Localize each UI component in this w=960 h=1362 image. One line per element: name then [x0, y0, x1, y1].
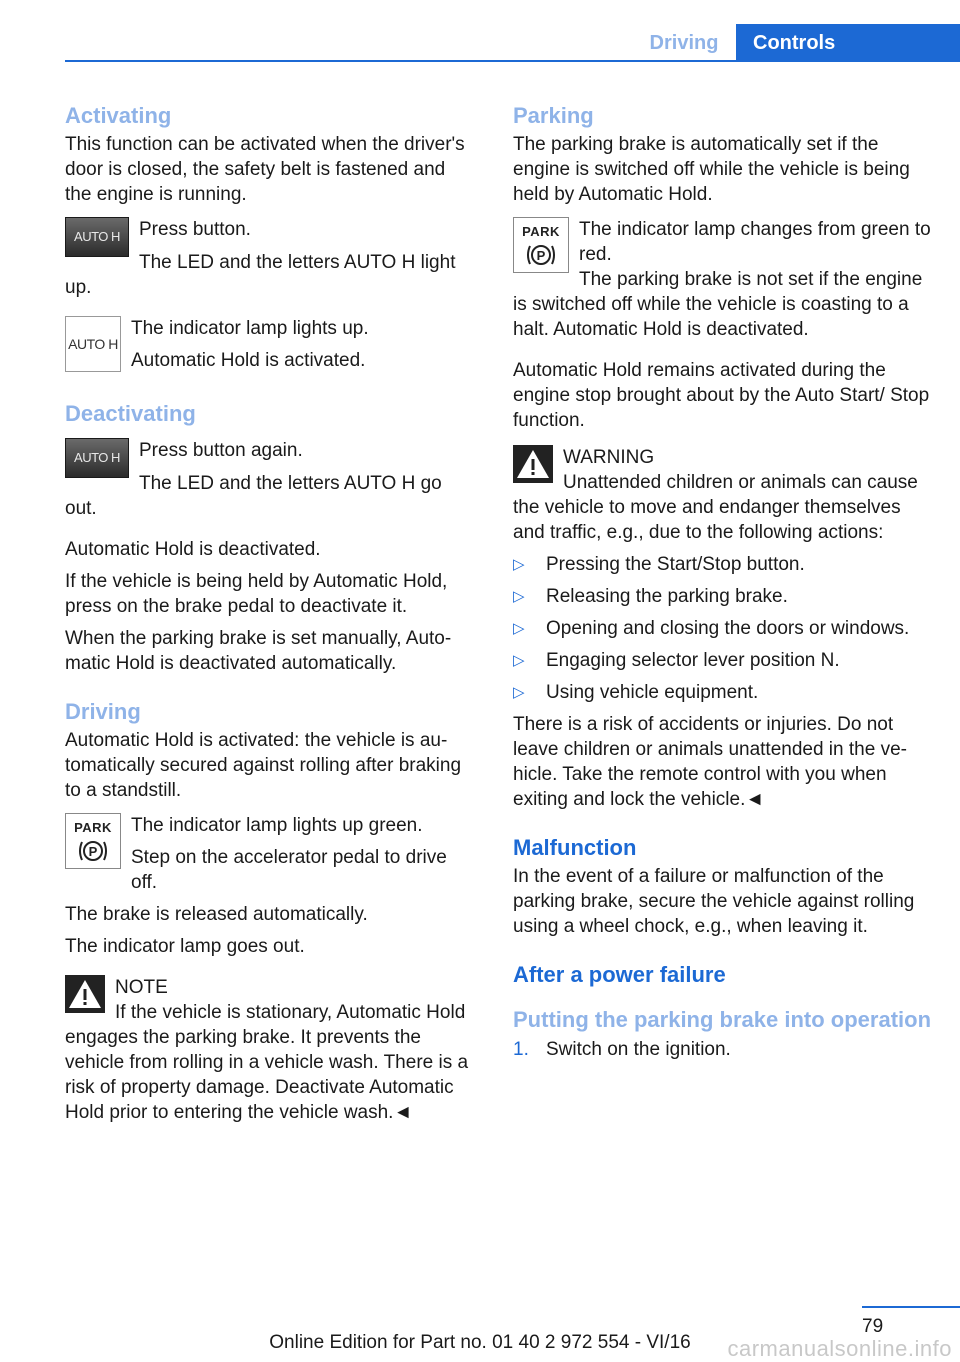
parking-lamp-text: The indicator lamp changes from green to red. — [579, 219, 931, 265]
triangle-bullet-icon: ▷ — [513, 556, 525, 573]
driving-lamp-text: The indicator lamp lights up green. — [131, 815, 423, 836]
driving-goes-out: The indicator lamp goes out. — [65, 936, 305, 957]
parking-intro: The parking brake is automatically set if the engine is switched off while the vehicle is being held by Automatic Hold. — [513, 134, 910, 205]
parking-lamp-block — [513, 217, 933, 267]
activating-button-block — [65, 217, 475, 283]
heading-driving: Driving — [65, 699, 141, 724]
triangle-bullet-icon: ▷ — [513, 588, 525, 605]
caution-icon — [65, 975, 105, 1013]
page-number: 79 — [862, 1316, 884, 1337]
activating-lamp-block — [65, 316, 475, 378]
header-section-label: Driving — [649, 32, 719, 54]
park-brake-symbol-icon — [526, 242, 556, 268]
activating-activated: Automatic Hold is activated. — [131, 350, 366, 371]
deactivating-p3: When the parking brake is set manually, Automatic Hold is deactivated automatically. — [65, 628, 452, 674]
park-indicator-icon: PARK P — [513, 217, 569, 273]
deactivating-button-block — [65, 438, 475, 504]
right-column — [513, 102, 933, 1062]
warning-list — [513, 552, 933, 705]
heading-parking: Parking — [513, 103, 594, 128]
warning-title: WARNING — [563, 447, 655, 468]
heading-operation: Putting the parking brake into operation — [513, 1007, 932, 1032]
list-item: 1. Switch on the ignition. — [513, 1039, 731, 1060]
heading-activating: Activating — [65, 103, 172, 128]
note-title: NOTE — [115, 977, 168, 998]
heading-malfunction: Malfunction — [513, 835, 637, 860]
warning-body: Unattended children or animals can cause the vehicle to move and endanger themselves and traffic, e.g., due to the following actions: — [513, 472, 918, 543]
list-item: ▷ Engaging selector lever position N. — [513, 650, 840, 671]
auto-h-button-icon: AUTO H — [65, 217, 129, 257]
list-item: ▷ Releasing the parking brake. — [513, 586, 788, 607]
auto-h-indicator-icon: AUTO H — [65, 316, 121, 372]
deactivating-p1: Automatic Hold is deactivated. — [65, 539, 321, 560]
park-brake-symbol-icon — [78, 838, 108, 864]
step-number: 1. — [513, 1039, 529, 1060]
deactivating-p2: If the vehicle is being held by Automatic Hold, press on the brake pedal to deactivate it. — [65, 571, 448, 617]
warning-icon — [513, 445, 553, 483]
watermark: carmanualsonline.info — [727, 1336, 952, 1361]
svg-text:P: P — [536, 248, 546, 263]
note-block — [65, 975, 475, 1000]
parking-remains: Automatic Hold remains activated during the engine stop brought about by the Auto Start/ Stop function. — [513, 360, 930, 431]
warning-block — [513, 445, 933, 470]
page-number-rule — [862, 1306, 960, 1308]
list-item: ▷ Pressing the Start/Stop button. — [513, 554, 805, 575]
park-indicator-icon: PARK P — [65, 813, 121, 869]
activating-lamp-text: The indicator lamp lights up. — [131, 318, 369, 339]
list-item: ▷ Opening and closing the doors or windows. — [513, 618, 910, 639]
list-item: ▷ Using vehicle equipment. — [513, 682, 759, 703]
triangle-bullet-icon: ▷ — [513, 652, 525, 669]
activating-press: Press button. — [139, 219, 251, 240]
activating-led: The LED and the letters AUTO H light up. — [65, 252, 456, 298]
header-rule — [65, 60, 960, 62]
driving-step: Step on the accelerator pedal to drive off. — [131, 847, 447, 893]
driving-released: The brake is released automatically. — [65, 904, 368, 925]
operation-steps — [513, 1037, 933, 1062]
triangle-bullet-icon: ▷ — [513, 620, 525, 637]
warning-risk: There is a risk of accidents or injuries. Do not leave children or animals unattended in the vehicle. Take the remote control with you when exiting and lock the vehicle.◄ — [513, 714, 907, 810]
deactivating-press: Press button again. — [139, 440, 303, 461]
note-body: If the vehicle is stationary, Automatic Hold engages the parking brake. It prevents the vehicle from rolling in a vehicle wash. There is a risk of property damage. Deactivate Automatic Hold prior to entering the vehicle wash.◄ — [65, 1002, 469, 1123]
parking-not-set: The parking brake is not set if the engine is switched off while the vehicle is coasting to a halt. Automatic Hold is deactivated. — [513, 269, 923, 340]
activating-intro: This function can be activated when the driver's door is closed, the safety belt is fastened and the engine is running. — [65, 134, 465, 205]
triangle-bullet-icon: ▷ — [513, 684, 525, 701]
driving-lamp-block — [65, 813, 475, 895]
heading-power-failure: After a power failure — [513, 962, 726, 987]
svg-text:P: P — [88, 844, 98, 859]
header-chapter-tab: Controls — [736, 24, 960, 62]
heading-deactivating: Deactivating — [65, 401, 196, 426]
malfunction-body: In the event of a failure or malfunction of the parking brake, secure the vehicle against rolling using a wheel chock, e.g., when leaving it. — [513, 866, 915, 937]
auto-h-button-icon: AUTO H — [65, 438, 129, 478]
driving-intro: Automatic Hold is activated: the vehicle is automatically secured against rolling after braking to a standstill. — [65, 730, 462, 801]
page-header — [0, 0, 960, 62]
deactivating-led: The LED and the letters AUTO H go out. — [65, 473, 442, 519]
left-column — [65, 102, 475, 1132]
edition-footer: Online Edition for Part no. 01 40 2 972 554 - VI/16 — [269, 1332, 691, 1353]
